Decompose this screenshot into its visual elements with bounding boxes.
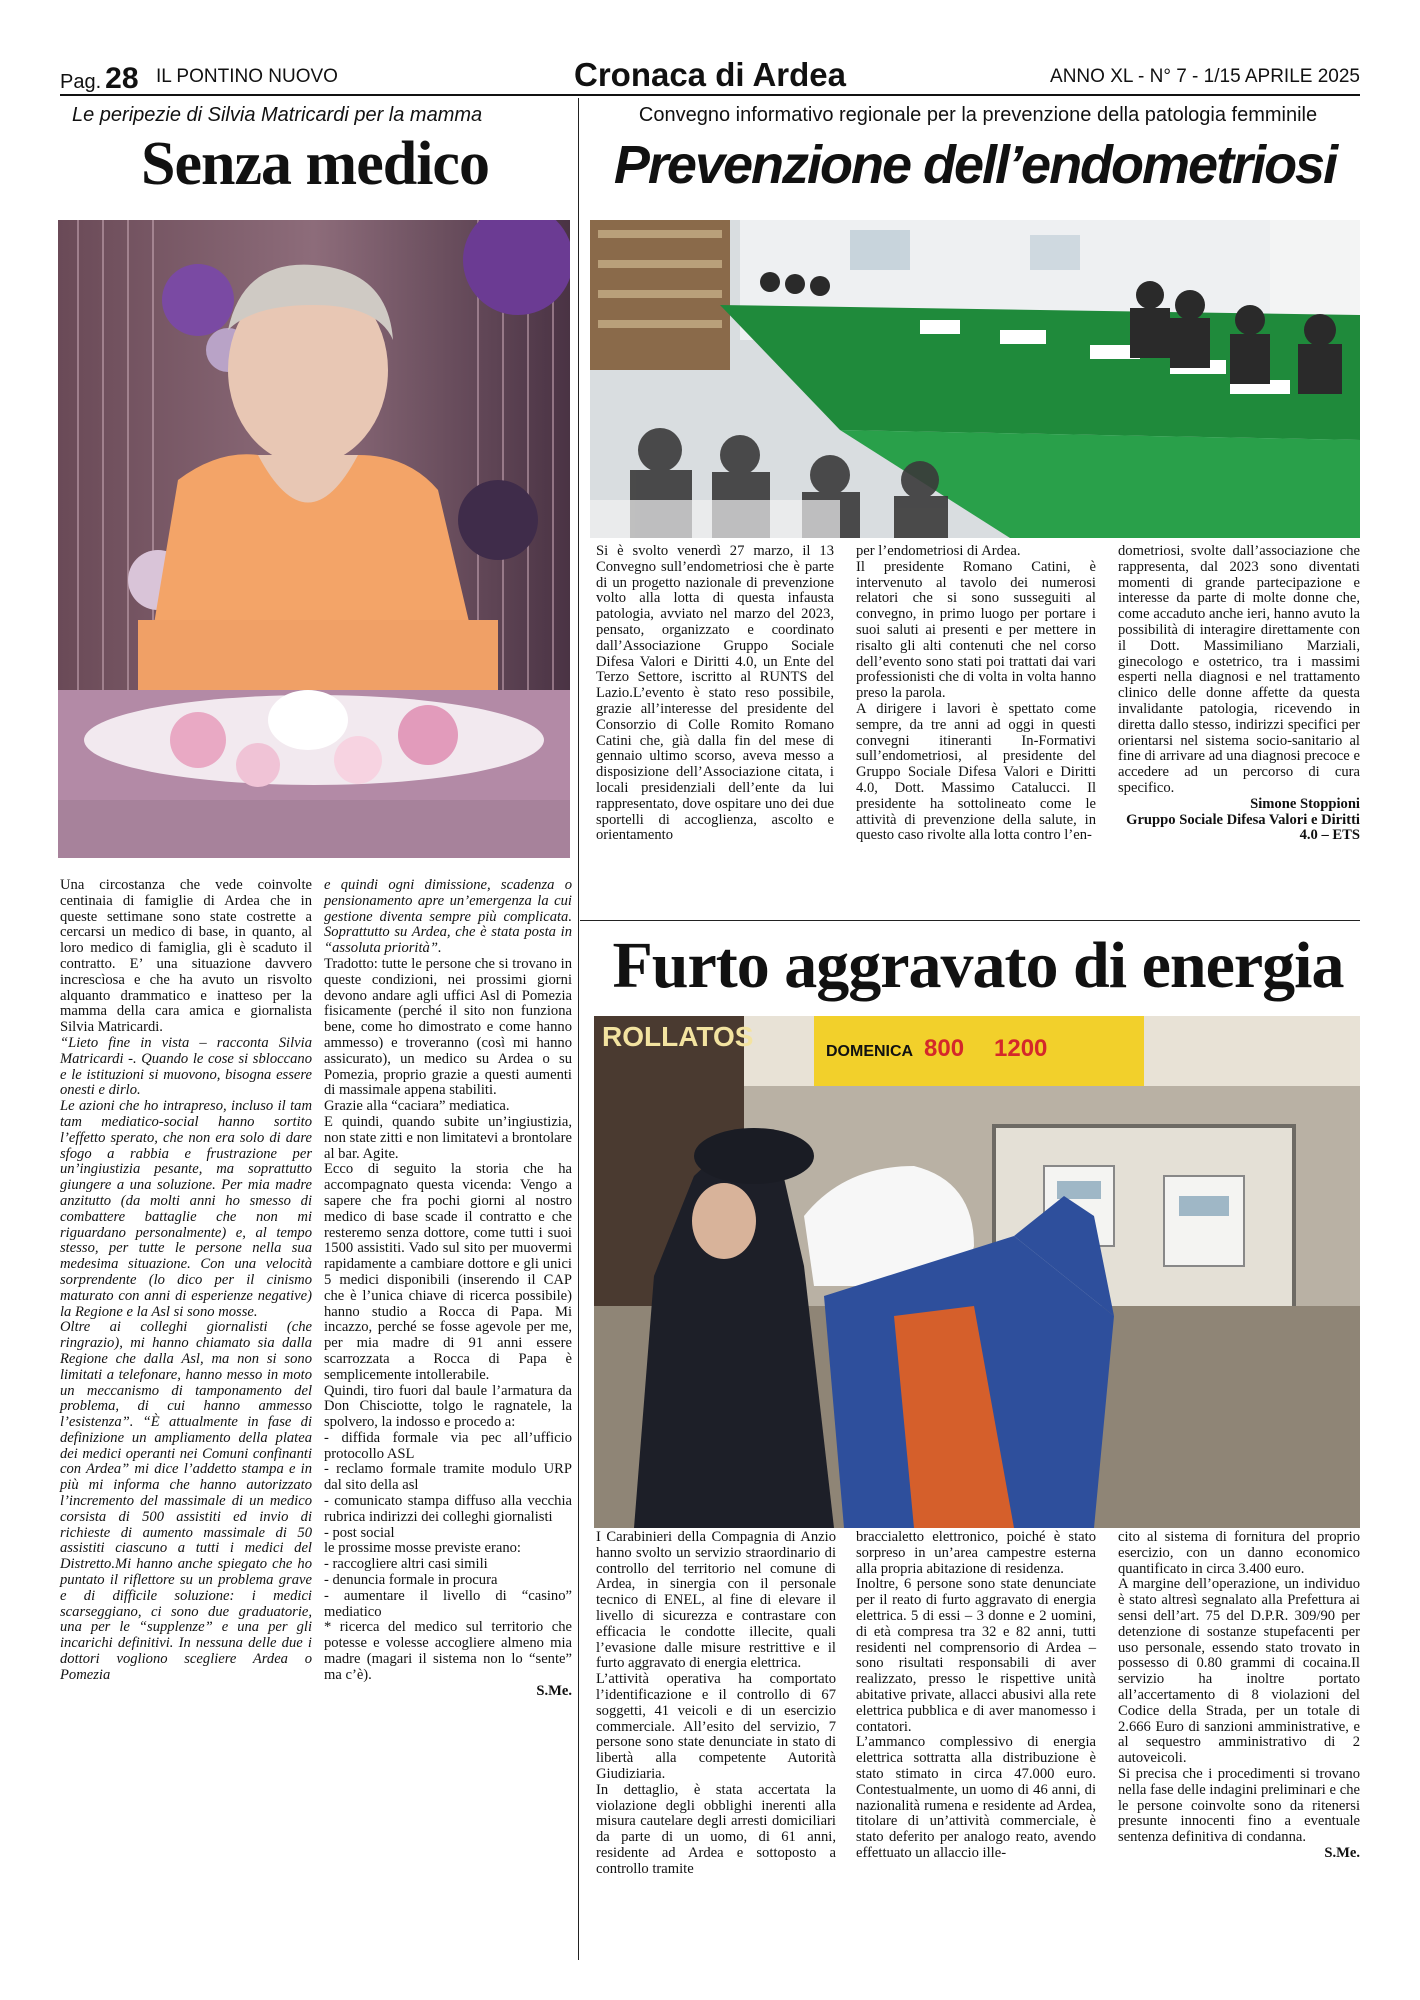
photo-sign-text-2: DOMENICA (826, 1043, 914, 1060)
article3-paragraph: braccialetto elettronico, poiché è stato sorpreso in un’area campestre esterna alla propria abitazione di residenza. (856, 1529, 1096, 1577)
article2-column2 (856, 544, 1096, 844)
article3-paragraph: Inoltre, 6 persone sono state denunciate per il reato di furto aggravato di energia elettrica. 5 di essi – 3 donne e 2 uomini, di età compresa tra 32 e 82 anni, tutti residenti nel comprensorio di Ardea – sono risultati responsabili di aver realizzato, presso le rispettive unità abitative private, allacci abusivi alla rete elettrica pubblica e di aver manomesso i contatori. (856, 1576, 1096, 1735)
article3-column3 (1118, 1530, 1360, 1862)
article-divider (580, 920, 1360, 921)
article3-paragraph: L’ammanco complessivo di energia elettrica sottratta alla distribuzione è stato stimato in circa 47.000 euro. Contestualmente, un uomo di 46 anni, di nazionalità rumena e residente ad Ardea, titolare di un’attività commerciale, è stato deferito per analogo reato, avendo effettuato un allaccio ille- (856, 1734, 1096, 1861)
article3-paragraph: In dettaglio, è stata accertata la violazione degli obblighi inerenti alla misura cautelare degli arresti domiciliari da parte di un uomo, di 61 anni, residente ad Ardea e sottoposto a controllo tramite (596, 1781, 836, 1877)
article1-paragraph: “Lieto fine in vista – racconta Silvia Matricardi -. Quando le cose si sbloccano e le istituzioni si muovono, bisogna essere onesti e dirlo. (60, 1034, 312, 1099)
article2-kicker: Convegno informativo regionale per la prevenzione della patologia femminile (638, 104, 1318, 126)
article1-paragraph: Ecco di seguito la storia che ha accompagnato questa vicenda: Vengo a sapere che fra pochi giorni al nostro medico di base scade il contratto e che resteremo senza dottore, come tutti i suoi 1500 assistiti. Vado sul sito per muovermi rapidamente a cambiare dottore e gli unici 5 medici disponibili (inserendo il CAP che è l’unica chiave di ricerca possibile) hanno studio a Rocca di Papa. Mi incazzo, perché se fosse agevole per me, per mia madre di 91 anni essere scarrozzata a Rocca di Papa è semplicemente intollerabile. (324, 1161, 572, 1383)
article2-title: Prevenzione dell’endometriosi (613, 135, 1337, 195)
article1-kicker: Le peripezie di Silvia Matricardi per la mamma (72, 104, 483, 126)
article3-photo (594, 1016, 1360, 1528)
article3-title: Furto aggravato di energia (612, 929, 1344, 1002)
article3-paragraph: I Carabinieri della Compagnia di Anzio hanno svolto un servizio straordinario di controllo del territorio nel comune di Ardea, in sinergia con il personale tecnico di ENEL, al fine di elevare il livello di sicurezza e contrastare con efficacia le condotte illecite, quali l’evasione dalle misure restrittive e il furto aggravato di energia elettrica. (596, 1529, 836, 1672)
photo-sign-text: ROLLATOS (602, 1021, 754, 1052)
article2-signature-org: Gruppo Sociale Difesa Valori e Diritti 4.0 – ETS (1126, 811, 1360, 844)
article3-signature: S.Me. (1324, 1844, 1360, 1861)
article2-paragraph: dometriosi, svolte dall’associazione che rappresenta, dal 2023 sono diventati momenti di grande partecipazione e interesse da parte di molte donne che, come accaduto anche ieri, hanno avuto la possibilità di interagire direttamente con il Dott. Massimiliano Marziali, ginecologo e ostetrico, tra i massimi esperti nella diagnosi e nel trattamento clinico delle donne affette da questa invalidante patologia, ricevendo in diretta dallo stesso, indirizzi specifici per orientarsi nel sistema socio-sanitario al fine di arrivare ad una diagnosi precoce e accedere ad un percorso di cura specifico. (1118, 543, 1360, 796)
article3-column1 (596, 1530, 836, 1878)
article1-list-item: - denuncia formale in procura (324, 1572, 498, 1589)
article3-paragraph: Si precisa che i procedimenti si trovano nella fase delle indagini preliminari e che le persone coinvolte sono da ritenersi presunte innocenti fino a eventuale sentenza definitiva di condanna. (1118, 1765, 1360, 1846)
article1-list-item: - diffida formale via pec all’ufficio protocollo ASL (324, 1429, 572, 1462)
page-header (60, 56, 1360, 96)
article1-paragraph: Le azioni che ho intrapreso, incluso il tam tam mediatico-social hanno sortito l’effetto sperato, che non era solo di dare sfogo a rabbia e frustrazione per un’ingiustizia pesante, ma soprattutto giungere a una soluzione. Per mia madre anzitutto (da molti anni ho smesso di combattere battaglie che non mi riguardano personalmente) e, al tempo stesso, per tutte le persone nella sua medesima situazione. Con una velocità sorprendente (lo dico per il cinismo maturato con anni di esperienze negative) la Regione e la Asl si sono mosse. (60, 1098, 312, 1320)
section-title: Cronaca di Ardea (573, 56, 847, 93)
article1-photo (58, 220, 570, 858)
article1-signature: S.Me. (536, 1682, 572, 1699)
elderly-woman-photo (58, 220, 570, 858)
page-label: Pag. (60, 71, 102, 93)
article2-paragraph: Il presidente Romano Catini, è intervenuto al tavolo dei numerosi relatori che si sono susseguiti al convegno, in primo luogo per portare i suoi saluti ai presenti e per mettere in risalto gli alti contenuti che nel corso dell’evento sono stati poi trattati dai vari professionisti che di volta in volta hanno preso la parola. (856, 558, 1096, 702)
article3-column2 (856, 1530, 1096, 1862)
article1-list-item: - comunicato stampa diffuso alla vecchia rubrica indirizzi dei colleghi giornalisti (324, 1493, 572, 1525)
article1-list-item: - aumentare il livello di “casino” mediatico (324, 1587, 572, 1620)
article2-paragraph: A dirigere i lavori è spettato come sempre, da tre anni ad oggi in questi convegni itineranti In-Formativi sull’endometriosi, al presidente del Gruppo Sociale Difesa Valori e Diritti 4.0, Dott. Massimo Catalucci. Il presidente ha sottolineato come le attività di prevenzione della salute, in questo caso rivolte alla lotta contro l’en- (856, 700, 1096, 844)
article2-signature-name: Simone Stoppioni (1250, 795, 1360, 812)
article1-paragraph: Una circostanza che vede coinvolte centinaia di famiglie di Ardea che in queste settimane sono state costrette a cercarsi un medico di base, in quanto, al loro medico di famiglia, gli è scaduto il contratto. E’ una situazione davvero increscìosa e che ha avuto un risvolto alquanto drammatico e inatteso per la mamma della cara amica e giornalista Silvia Matricardi. (60, 877, 312, 1036)
article1-title: Senza medico (141, 130, 489, 198)
enel-inspection-photo (594, 1016, 1360, 1528)
article2-photo (590, 220, 1360, 538)
article1-paragraph: E quindi, quando subite un’ingiustizia, non state zitti e non limitatevi a brontolare al bar. Agite. (324, 1113, 572, 1162)
article1-list-item: - reclamo formale tramite modulo URP dal sito della asl (324, 1461, 572, 1494)
article2-column3 (1118, 544, 1360, 844)
article1-column1 (60, 878, 312, 1684)
article1-list-item: * ricerca del medico sul territorio che potesse e volesse accogliere almeno mia madre (magari il sistema non lo “sente” ma c’è). (324, 1619, 572, 1683)
article1-paragraph: Oltre ai colleghi giornalisti (che ringrazio), mi hanno chiamato sia dalla Regione che dalla Asl, ma non si sono limitati a telefonare, hanno messo in moto un meccanismo di tamponamento del problema, di cui hanno ammesso l’esistenza”. “È attualmente in fase di definizione un ampliamento della platea dei medici operanti nei Comuni confinanti con Ardea” mi dice l’addetto stampa e in più mi informa che hanno autorizzato l’incremento del massimale di un medico corsista di 500 assistiti ed invio di richieste di aumento massimale di 50 assistiti ciascuno a tutti i medici del Distretto.Mi hanno anche spiegato che ho puntato il riflettore su un problema grave e di difficile soluzione: i medici scarseggiano, ci sono due graduatorie, una per le “supplenze” e una per gli incarichi definitivi. In nessuna delle due i dottori vogliono scegliere Ardea o Pomezia (60, 1319, 312, 1683)
article1-paragraph: e quindi ogni dimissione, scadenza o pensionamento apre un’emergenza la cui gestione diventa sempre più complicata. Soprattutto su Ardea, che è stata posta in “assoluta priorità”. (324, 877, 572, 957)
article3-paragraph: L’attività operativa ha comportato l’identificazione e il controllo di 67 soggetti, 41 veicoli e di un esercizio commerciale. All’esito del servizio, 7 persone sono state denunciate in stato di libertà alla competente Autorità Giudiziaria. (596, 1671, 836, 1782)
article1-list-item: - raccogliere altri casi simili (324, 1556, 488, 1573)
conference-photo (590, 220, 1360, 538)
photo-price-2: 1200 (994, 1035, 1048, 1062)
article1-paragraph: Grazie alla “caciara” mediatica. (324, 1098, 510, 1115)
issue-info: ANNO XL - N° 7 - 1/15 APRILE 2025 (1050, 66, 1360, 87)
photo-price-1: 800 (924, 1035, 965, 1062)
article1-paragraph: Tradotto: tutte le persone che si trovano in queste condizioni, nei prossimi giorni devono andare agli uffici Asl di Pomezia fisicamente (perché il sito non funziona bene, come ho dimostrato e come hanno ammesso) e troveranno (così mi hanno assicurato), un medico su Ardea o su Pomezia, proprio grazie a questi aumenti di massimale appena stabiliti. (324, 955, 572, 1099)
article2-paragraph: Si è svolto venerdì 27 marzo, il 13 Convegno sull’endometriosi che è parte di un progetto nazionale di prevenzione volto alla lotta di questa infausta patologia, avviato nel marzo del 2023, pensato, organizzato e coordinato dall’Associazione Gruppo Sociale Difesa Valori e Diritti 4.0, un Ente del Terzo Settore, iscritto al RUNTS del Lazio.L’evento è stato reso possibile, grazie all’interesse del presidente del Consorzio di Colle Romito Romano Catini che, già dalla fin del mese di gennaio ultimo scorso, aveva messo a disposizione dell’Associazione citata, i locali presidenziali dell’ente da lui rappresentato, dove ospitare uno dei due sportelli di accoglienza, ascolto e orientamento (596, 543, 834, 844)
article2-paragraph: per l’endometriosi di Ardea. (856, 543, 1021, 559)
article3-paragraph: A margine dell’operazione, un individuo è stato altresì segnalato alla Prefettura ai sensi dell’art. 75 del D.P.R. 309/90 per detenzione di sostanze stupefacenti per uso personale, essendo stato trovato in possesso di 0.80 grammi di cocaina.Il servizio ha inoltre portato all’accertamento di 8 violazioni del Codice della Strada, per un totale di 2.666 Euro di sanzioni amministrative, e al sequestro amministrativo di 2 autoveicoli. (1118, 1576, 1360, 1767)
publication-name: IL PONTINO NUOVO (156, 66, 338, 87)
article3-paragraph: cito al sistema di fornitura del proprio esercizio, con un danno economico quantificato in circa 3.400 euro. (1118, 1529, 1360, 1577)
article1-list-item: - post social (324, 1524, 395, 1541)
article2-column1 (596, 544, 834, 844)
page-number-value: 28 (105, 62, 139, 95)
article1-paragraph: le prossime mosse previste erano: (324, 1540, 521, 1557)
article1-column2 (324, 878, 572, 1699)
article1-paragraph: Quindi, tiro fuori dal baule l’armatura da Don Chisciotte, tolgo le ragnatele, la spolvero, la indosso e procedo a: (324, 1382, 572, 1431)
column-divider (578, 98, 579, 1960)
